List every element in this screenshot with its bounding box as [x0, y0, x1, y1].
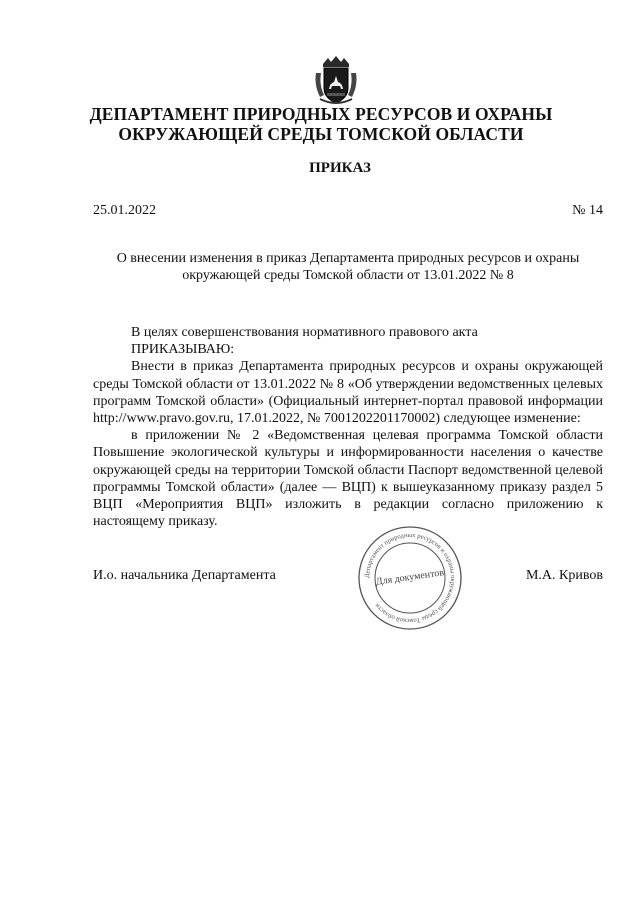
stamp-text: Для документов	[375, 567, 445, 588]
document-date: 25.01.2022	[93, 203, 156, 218]
document-body	[93, 324, 603, 530]
document-type-title: ПРИКАЗ	[309, 160, 371, 176]
subject-line1: О внесении изменения в приказ Департамента природных ресурсов и охраны	[116, 251, 580, 266]
preamble: В целях совершенствования нормативного правового акта	[131, 325, 478, 340]
document-subject	[93, 250, 603, 284]
department-name-line2: ОКРУЖАЮЩЕЙ СРЕДЫ ТОМСКОЙ ОБЛАСТИ	[118, 124, 524, 144]
body-paragraph-1: Внести в приказ Департамента природных ресурсов и охраны окружающей среды Томской области от 13.01.2022 № 8 «Об утверждении ведомственных целевых программ Томской области» (Официальный интернет-портал правовой информации http://www.pravo.gov.ru, 17.01.2022, № 7001202201170002) следующее изменение:	[93, 359, 603, 427]
body-paragraph-2: в приложении № 2 «Ведомственная целевая программа Томской области Повышение экологической культуры и информированности населения о качестве окружающей среды на территории Томской области Паспорт ведомственной целевой программы Томской области» (далее — ВЦП) к вышеуказанному приказу раздел 5 ВЦП «Мероприятия ВЦП» изложить в редакции согласно приложению к настоящему приказу.	[93, 428, 603, 530]
order-word: ПРИКАЗЫВАЮ:	[131, 342, 235, 358]
stamp-ring-text: Департамент природных ресурсов и охраны окружающей среды Томской области	[363, 531, 457, 625]
signatory-name: М.А. Кривов	[525, 568, 603, 583]
document-number: № 14	[572, 203, 603, 218]
coat-of-arms-icon	[314, 55, 358, 107]
department-name-line1: ДЕПАРТАМЕНТ ПРИРОДНЫХ РЕСУРСОВ И ОХРАНЫ	[89, 104, 553, 124]
signatory-position: И.о. начальника Департамента	[93, 568, 276, 583]
official-stamp	[356, 524, 464, 632]
subject-line2: окружающей среды Томской области от 13.01.2022 № 8	[182, 268, 514, 283]
department-name	[60, 104, 582, 144]
